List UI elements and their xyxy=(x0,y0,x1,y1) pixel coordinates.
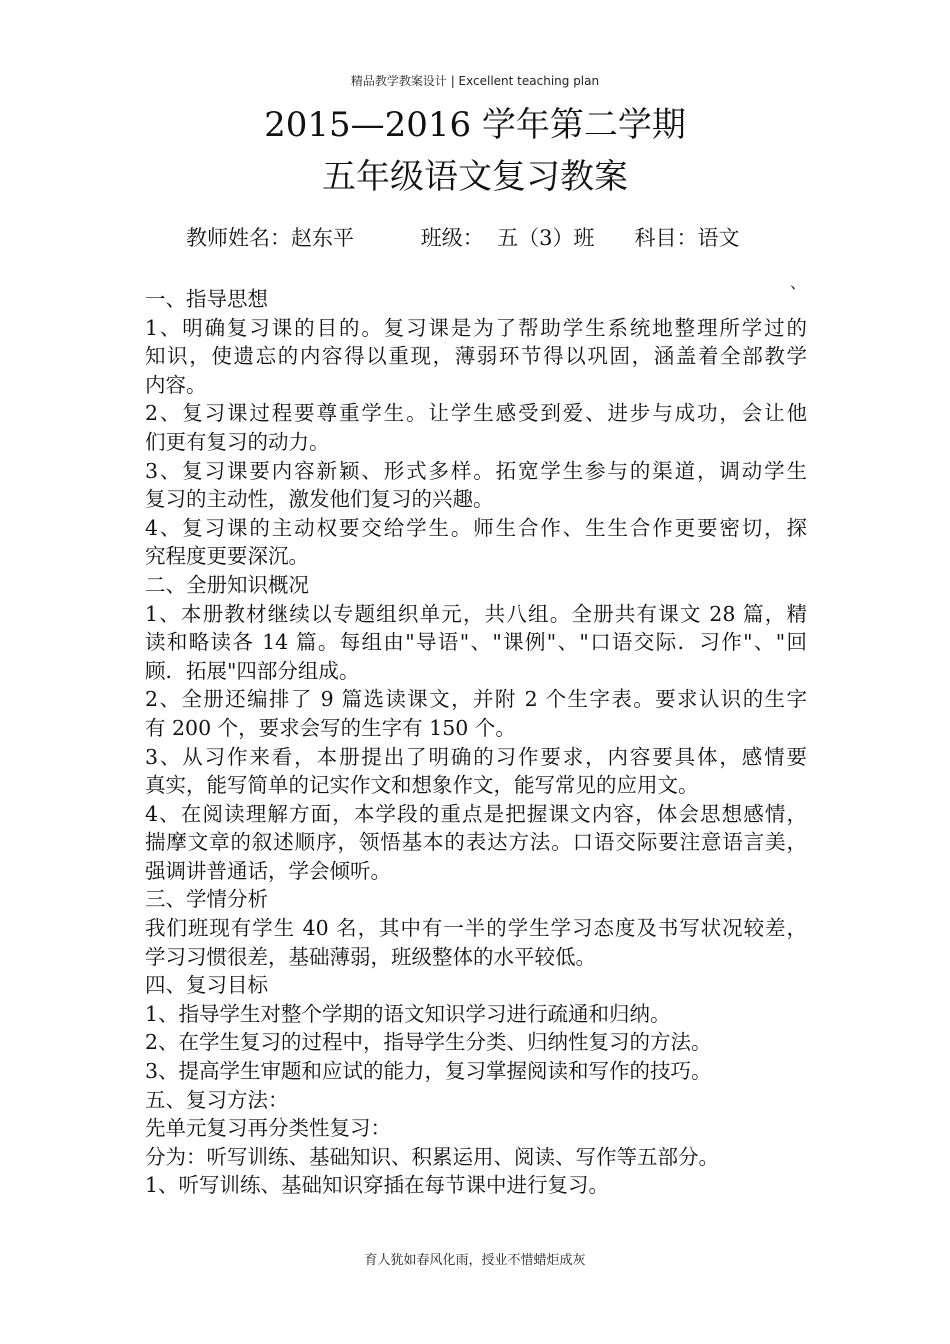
body-line: 1、本册教材继续以专题组织单元，共八组。全册共有课文 28 篇，精 xyxy=(145,601,807,626)
body-line: 复习的主动性，激发他们复习的兴趣。 xyxy=(145,487,494,512)
body-line: 五、复习方法： xyxy=(145,1087,289,1112)
teacher-info-line: 教师姓名：赵东平 班级： 五（3）班 科目：语文 xyxy=(186,226,740,250)
body-line: 四、复习目标 xyxy=(145,973,268,998)
body-line: 4、复习课的主动权要交给学生。师生合作、生生合作更要密切，探 xyxy=(145,515,807,540)
body-line: 顾．拓展"四部分组成。 xyxy=(145,658,360,683)
body-line: 2、全册还编排了 9 篇选读课文，并附 2 个生字表。要求认识的生字 xyxy=(145,687,807,712)
body-line: 揣摩文章的叙述顺序，领悟基本的表达方法。口语交际要注意语言美， xyxy=(145,830,807,855)
stray-mark: 、 xyxy=(790,273,807,292)
body-line: 4、在阅读理解方面，本学段的重点是把握课文内容，体会思想感情， xyxy=(145,801,807,826)
body-line: 1、听写训练、基础知识穿插在每节课中进行复习。 xyxy=(145,1173,610,1198)
document-subtitle: 五年级语文复习教案 xyxy=(322,157,628,197)
body-line: 们更有复习的动力。 xyxy=(145,429,330,454)
body-line: 学习习惯很差，基础薄弱，班级整体的水平较低。 xyxy=(145,944,596,969)
document-body xyxy=(145,285,807,1200)
body-line: 2、在学生复习的过程中，指导学生分类、归纳性复习的方法。 xyxy=(145,1030,712,1055)
body-line: 究程度更要深沉。 xyxy=(145,544,309,569)
body-line: 我们班现有学生 40 名，其中有一半的学生学习态度及书写状况较差， xyxy=(145,916,807,941)
body-line: 1、明确复习课的目的。复习课是为了帮助学生系统地整理所学过的 xyxy=(145,315,807,340)
body-line: 读和略读各 14 篇。每组由"导语"、"课例"、"口语交际．习作"、"回 xyxy=(145,630,807,655)
body-line: 一、指导思想 xyxy=(145,287,268,311)
body-line: 知识，使遗忘的内容得以重现，薄弱环节得以巩固，涵盖着全部教学 xyxy=(145,344,807,369)
body-line: 分为：听写训练、基础知识、积累运用、阅读、写作等五部分。 xyxy=(145,1144,719,1169)
body-line: 内容。 xyxy=(145,372,207,397)
body-line: 1、指导学生对整个学期的语文知识学习进行疏通和归纳。 xyxy=(145,1001,671,1026)
body-line: 二、全册知识概况 xyxy=(145,572,309,597)
body-line: 3、从习作来看，本册提出了明确的习作要求，内容要具体，感情要 xyxy=(145,744,807,769)
body-line: 先单元复习再分类性复习： xyxy=(145,1116,391,1141)
body-line: 有 200 个，要求会写的生字有 150 个。 xyxy=(145,715,516,740)
body-line: 3、提高学生审题和应试的能力，复习掌握阅读和写作的技巧。 xyxy=(145,1059,712,1084)
page-footer: 育人犹如春风化雨，授业不惜蜡炬成灰 xyxy=(364,1253,586,1268)
body-line: 三、学情分析 xyxy=(145,887,268,912)
body-line: 2、复习课过程要尊重学生。让学生感受到爱、进步与成功，会让他 xyxy=(145,401,807,426)
document-title: 2015—2016 学年第二学期 xyxy=(264,105,686,145)
body-line: 强调讲普通话，学会倾听。 xyxy=(145,858,391,883)
body-line: 真实，能写简单的记实作文和想象作文，能写常见的应用文。 xyxy=(145,773,699,798)
page-header: 精品教学教案设计 | Excellent teaching plan xyxy=(350,74,600,88)
body-line: 3、复习课要内容新颖、形式多样。拓宽学生参与的渠道，调动学生 xyxy=(145,458,807,483)
